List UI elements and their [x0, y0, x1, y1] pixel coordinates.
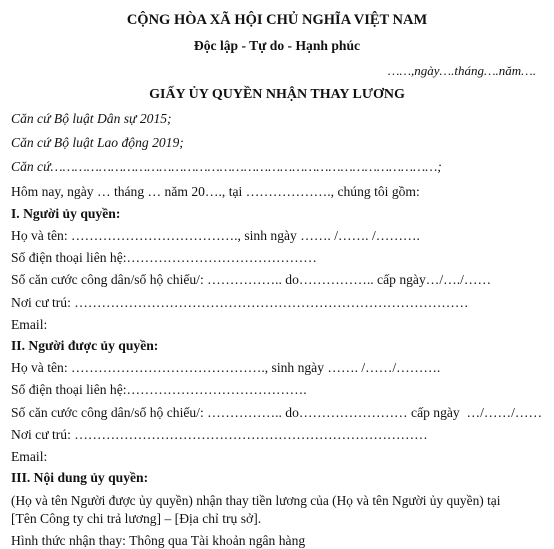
section-1-heading: I. Người ủy quyền:	[11, 206, 121, 221]
grantor-phone: Số điện thoại liên hệ:……………………………………	[11, 250, 317, 265]
grantee-id: Số căn cước công dân/số hộ chiếu/: …………….. do…………………… cấp ngày …/……/……	[11, 405, 543, 420]
date-line: ……,ngày….tháng….năm….	[387, 63, 536, 78]
legal-basis-3: Căn cứ……………………………………………………………………………………;	[11, 159, 442, 174]
grantee-email: Email:	[11, 449, 48, 464]
nation-heading: CỘNG HÒA XÃ HỘI CHỦ NGHĨA VIỆT NAM	[126, 12, 428, 28]
legal-basis-1: Căn cứ Bộ luật Dân sự 2015;	[11, 111, 172, 126]
legal-basis-2: Căn cứ Bộ luật Lao động 2019;	[11, 135, 184, 150]
motto: Độc lập - Tự do - Hạnh phúc	[193, 38, 361, 53]
authorization-content-line-2: [Tên Công ty chi trả lương] – [Địa chỉ trụ sở].	[11, 511, 262, 526]
grantee-phone: Số điện thoại liên hệ:………………………………….	[11, 382, 307, 397]
document-title: GIẤY ỦY QUYỀN NHẬN THAY LƯƠNG	[149, 87, 405, 102]
authorization-content-line-1: (Họ và tên Người được ủy quyền) nhận thay tiền lương của (Họ và tên Người ủy quyền) tại	[11, 493, 501, 508]
grantee-name: Họ và tên: ……………………………………., sinh ngày ……. /……/……….	[11, 360, 441, 375]
grantee-address: Nơi cư trú: ……………………………………………………………………	[11, 427, 428, 442]
receiving-method: Hình thức nhận thay: Thông qua Tài khoản ngân hàng	[11, 533, 306, 548]
section-3-heading: III. Nội dung ủy quyền:	[11, 470, 149, 485]
grantor-name: Họ và tên: ………………………………., sinh ngày ……. /……. /……….	[11, 228, 420, 243]
grantor-id: Số căn cước công dân/số hộ chiếu/: …………….. do…………….. cấp ngày…/…./……	[11, 272, 492, 287]
grantor-email: Email:	[11, 317, 48, 332]
grantor-address: Nơi cư trú: ……………………………………………………………………………	[11, 295, 469, 310]
section-2-heading: II. Người được ủy quyền:	[11, 338, 159, 353]
intro-line: Hôm nay, ngày … tháng … năm 20…., tại ………………., chúng tôi gồm:	[11, 184, 420, 199]
